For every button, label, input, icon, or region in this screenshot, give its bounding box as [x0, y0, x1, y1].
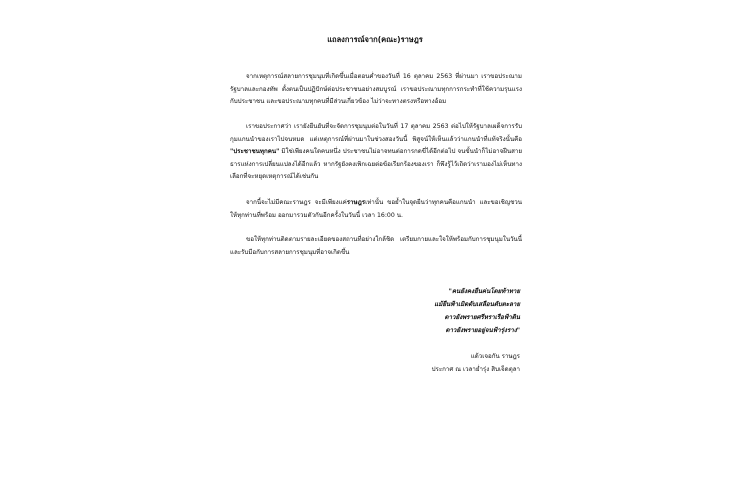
announcement-line: ประกาศ ณ เวลาย่ำรุ่ง สิบเจ็ดตุลา	[431, 366, 520, 373]
paragraph-2	[230, 121, 522, 184]
paragraph-2-text-before: เราขอประกาศว่า เรายังยืนยันที่จะจัดการชุมนุมต่อในวันที่ 17 ตุลาคม 2563 ต่อไปให้รัฐบาลเผด็จการรับกุมแกนนำของเราไปจนหมด แต่เหตุการณ์ที่ผ่านมาในช่วงสองวันนี้ พิสูจน์ให้เห็นแล้วว่าแกนนำที่แท้จริงนั้นคือ	[230, 123, 522, 143]
poem-line-3: ดาวยังพรายศรีหราเรือฟ้าดิน	[444, 314, 520, 321]
poem-line-4: ดาวยังพรายอยู่จนฟ้ารุ่งราง"	[445, 327, 520, 334]
paragraph-3	[230, 197, 522, 222]
paragraph-1-text: จากเหตุการณ์สลายการชุมนุมที่เกิดขึ้นเมื่อตอนค่ำของวันที่ 16 ตุลาคม 2563 ที่ผ่านมา เราขอประณามรัฐบาลและกองทัพ ตั้งตนเป็นปฏิปักษ์ต่อประชาชนอย่างสมบูรณ์ เราขอประณามทุกการกระทำที่ใช้ความรุนแรงกับประชาชน และขอประณามทุกคนที่มีส่วนเกี่ยวข้อง ไม่ว่าจะทางตรงหรือทางอ้อม	[230, 73, 522, 106]
paragraph-3-text-before: จากนี้จะไม่มีคณะราษฎร จะมีเพียงแค่	[246, 199, 347, 206]
paragraph-3-emphasis: ราษฎร	[346, 199, 366, 206]
signature-block	[432, 350, 520, 376]
paragraph-4-text: ขอให้ทุกท่านติดตามรายละเอียดของสถานที่อย่างใกล้ชิด เตรียมกายและใจให้พร้อมกับการชุมนุมในวันนี้ และรับมือกับการสลายการชุมนุมที่อาจเกิดขึ้น	[230, 236, 522, 256]
closing-line: แด้วเจอกัน ราษฎร	[470, 353, 520, 360]
paragraph-2-emphasis: "ประชาชนทุกคน"	[230, 148, 280, 156]
paragraph-3-text-after: เท่านั้น ขอย้ำในจุดยืนว่าทุกคนคือแกนนำ และขอเชิญชวนให้ทุกท่านที่พร้อม ออกมารวมตัวกันอีกครั้งในวันนี้ เวลา 16:00 น.	[230, 199, 522, 219]
document-title: แถลงการณ์จาก(คณะ)ราษฎร	[327, 35, 423, 44]
poem-stanza	[434, 285, 520, 337]
paragraph-1	[230, 71, 522, 109]
poem-line-2: แม้ยืนฟ้าเมิดดับเสลือนดับตะลาย	[434, 301, 520, 308]
poem-line-1: "คนยังคงยืนค่นโดยท้าทาย	[448, 288, 520, 295]
paragraph-2-text-after: มิใช่เพียงคนใดคนหนึ่ง ประชาชนไม่อาจทนต่อการกดขี่ได้อีกต่อไป จนขั้นนำก็ไม่อาจฝืนสายธารแห่งการเปลี่ยนแปลงได้อีกแล้ว หากรัฐยังคงเพิกเฉยต่อข้อเรียกร้องของเรา ก็พึงรู้ไว้เถิดว่าเรามองไม่เห็นทางเลือกที่จะหยุดเหตุการณ์ได้เช่นกัน	[230, 148, 522, 181]
paragraph-4	[230, 234, 522, 259]
